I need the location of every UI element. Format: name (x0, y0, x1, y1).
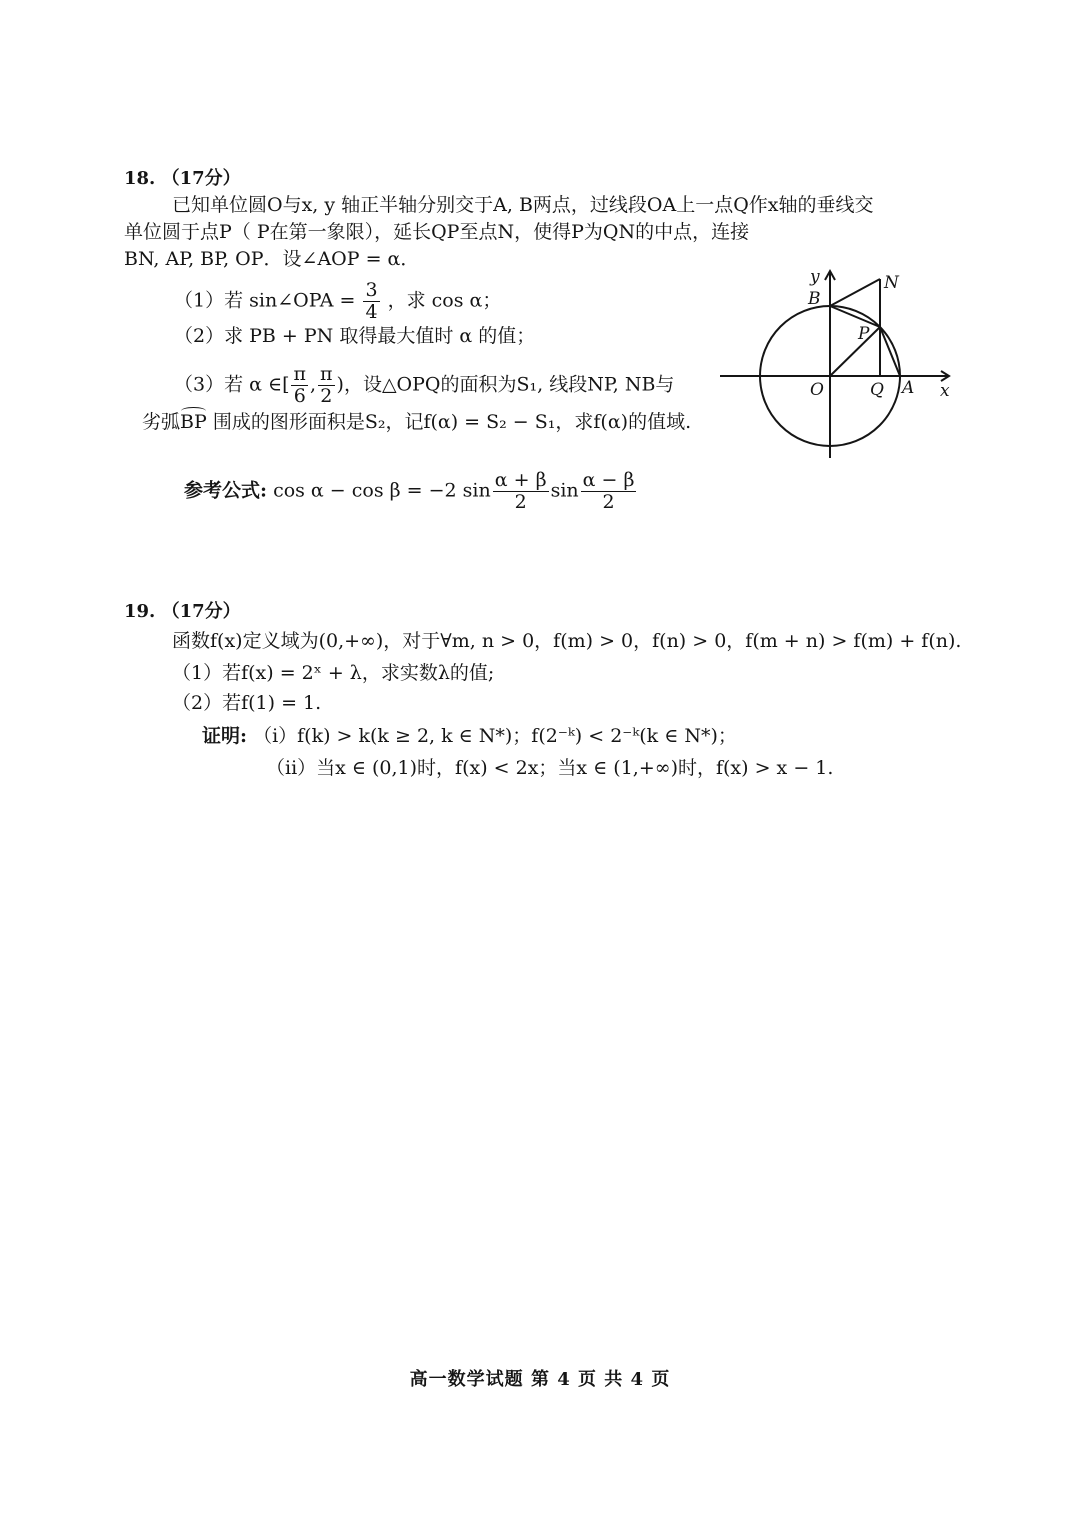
q18-formula-fraction1 (493, 470, 549, 513)
q18-part3-comma: , (309, 373, 317, 396)
q18-formula-f1-denominator: 2 (514, 491, 527, 513)
q18-stem-line3: BN, AP, BP, OP．设∠AOP = α． (124, 248, 420, 270)
q18-part3-f1-numerator: π (293, 363, 306, 385)
q18-part3-fraction1 (291, 364, 308, 407)
q19-proof-label: 证明: (202, 725, 248, 747)
q18-part3-prefix: （3）若 α ∈[ (174, 373, 290, 396)
label-p: P (858, 324, 870, 344)
q18-formula-label: 参考公式: (184, 479, 268, 502)
q18-formula-fraction2 (581, 470, 637, 513)
label-o: O (810, 380, 824, 400)
q18-part3-suffix: )，设△OPQ的面积为S₁, 线段NP, NB与 (336, 373, 675, 396)
q19-part1: （1）若f(x) = 2ˣ + λ，求实数λ的值; (172, 662, 495, 684)
q18-part3-line2-b: 围成的图形面积是S₂，记f(α) = S₂ − S₁，求f(α)的值域. (212, 411, 692, 433)
label-q: Q (870, 380, 884, 400)
label-n: N (884, 273, 899, 293)
q18-formula-mid: sin (550, 479, 579, 502)
label-x: x (940, 381, 950, 401)
q18-stem-line2: 单位圆于点P（ P在第一象限），延长QP至点N，使得P为QN的中点，连接 (124, 221, 750, 243)
q18-stem-line1: 已知单位圆O与x, y 轴正半轴分别交于A, B两点，过线段OA上一点Q作x轴的垂线交 (172, 194, 874, 216)
segment-bp (830, 306, 880, 327)
q18-part1-prefix: （1）若 sin∠OPA = (174, 289, 356, 312)
q18-number: 18. (124, 168, 156, 189)
q18-part1-numerator: 3 (365, 279, 378, 301)
segment-bn (830, 279, 880, 306)
q18-part2: （2）求 PB + PN 取得最大值时 α 的值； (174, 325, 536, 347)
q18-part1-suffix: ，求 cos α； (387, 289, 502, 312)
q18-part3-line2 (142, 410, 691, 434)
q18-part3-f2-denominator: 2 (320, 385, 333, 407)
q18-part1 (174, 280, 501, 323)
q18-part3 (174, 364, 674, 407)
q18-score: （17分） (161, 168, 241, 189)
q18-formula-lhs: cos α − cos β = −2 sin (273, 479, 491, 502)
q19-header (124, 600, 241, 624)
q18-arc-bp: BP (180, 411, 207, 433)
q18-part3-fraction2 (318, 364, 335, 407)
q18-part3-f1-denominator: 6 (293, 385, 306, 407)
q19-part2: （2）若f(1) = 1. (172, 692, 322, 714)
q19-proof-ii: （ii）当x ∈ (0,1)时，f(x) < 2x；当x ∈ (1,+∞)时，f(x) > x − 1. (266, 757, 834, 779)
q18-part1-denominator: 4 (365, 301, 378, 323)
q19-stem: 函数f(x)定义域为(0,+∞)，对于∀m, n > 0，f(m) > 0，f(n) > 0，f(m + n) > f(m) + f(n). (172, 630, 962, 652)
page-footer: 高一数学试题 第 4 页 共 4 页 (409, 1369, 671, 1390)
segment-op (830, 327, 880, 376)
q18-part3-line2-a: 劣弧 (142, 411, 181, 433)
q19-proof-i (202, 724, 737, 748)
label-b: B (808, 289, 821, 309)
q19-proof-i-text: （i）f(k) > k(k ≥ 2, k ∈ N*)；f(2⁻ᵏ) < 2⁻ᵏ(k ∈ N*)； (253, 725, 737, 747)
label-a: A (902, 378, 915, 398)
q18-formula-f2-numerator: α − β (582, 469, 635, 491)
q18-part1-fraction (363, 280, 379, 323)
q18-part3-f2-numerator: π (320, 363, 333, 385)
q18-formula-f1-numerator: α + β (494, 469, 547, 491)
unit-circle-figure (716, 262, 966, 462)
q18-formula (184, 470, 638, 513)
segment-ap (880, 327, 900, 376)
q18-header (124, 167, 241, 191)
label-y: y (810, 267, 820, 287)
q18-formula-f2-denominator: 2 (602, 491, 615, 513)
q19-number: 19. (124, 601, 156, 622)
q19-score: （17分） (161, 601, 241, 622)
